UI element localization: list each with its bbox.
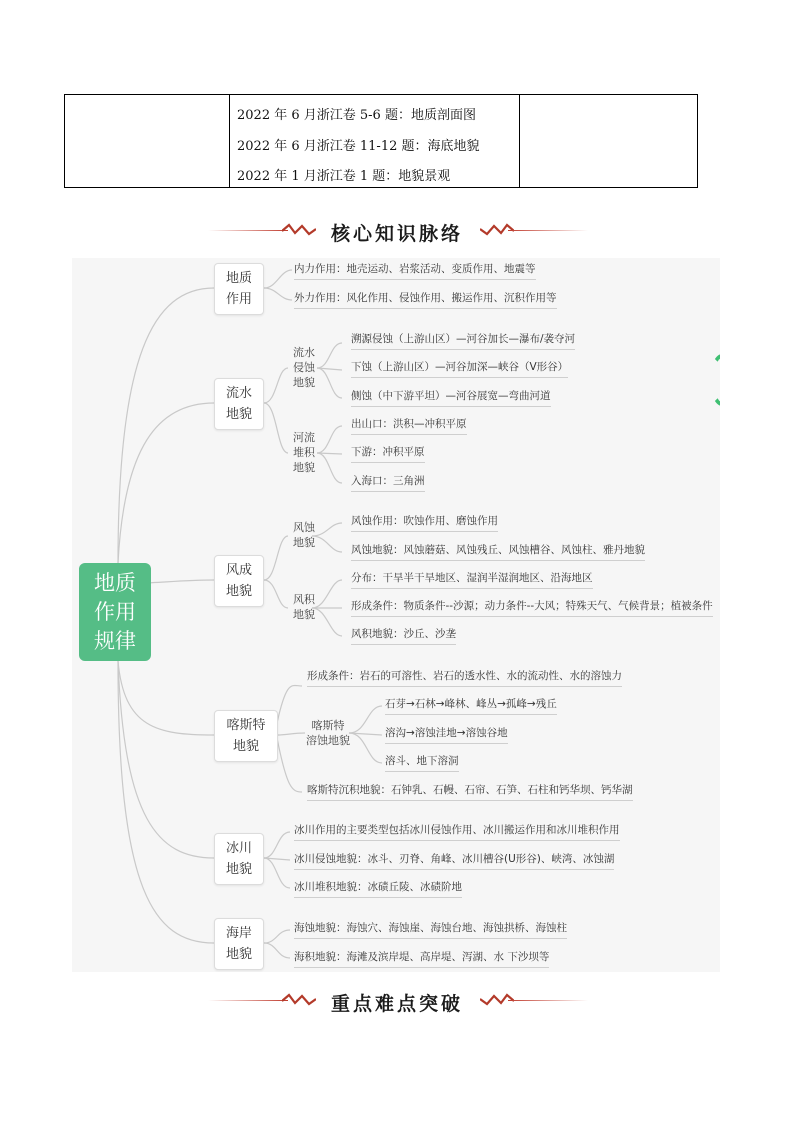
node-fengcheng-dimao	[214, 555, 264, 607]
node-heliu-duiji	[292, 430, 316, 475]
section-heading: 重点难点突破	[330, 993, 463, 1015]
node-label: 地质	[225, 271, 252, 286]
section-heading: 核心知识脉络	[330, 223, 463, 245]
leaf-xingcheng-kasite: 形成条件：岩石的可溶性、岩石的透水性、水的流动性、水的溶蚀力	[307, 669, 622, 687]
leaf-chushankou: 出山口：洪积—冲积平原	[351, 417, 467, 435]
leaf-shiya: 石芽→石林→峰林、峰丛→孤峰→残丘	[385, 697, 557, 715]
node-label: 地貌	[225, 407, 252, 422]
leaf-bingchuan-zuoyong: 冰川作用的主要类型包括冰川侵蚀作用、冰川搬运作用和冰川堆积作用	[294, 823, 620, 841]
table-divider	[229, 95, 230, 187]
node-label: 喀斯特	[311, 719, 345, 732]
exam-table	[64, 94, 698, 188]
node-label: 海岸	[225, 926, 252, 941]
title-decor-line	[508, 1000, 588, 1001]
node-label: 溶蚀地貌	[306, 734, 350, 747]
table-cell: 2022 年 1 月浙江卷 1 题：地貌景观	[237, 169, 451, 184]
table-cell: 2022 年 6 月浙江卷 11-12 题：海底地貌	[237, 139, 480, 154]
node-label: 堆积	[293, 446, 315, 459]
leaf-xingcheng-fengji: 形成条件：物质条件--沙源；动力条件--大风；特殊天气、气候背景；植被条件	[351, 599, 713, 617]
node-label: 风成	[225, 563, 252, 578]
node-label: 风积	[293, 593, 315, 606]
node-label: 地貌	[293, 376, 315, 389]
leaf-xiashi: 下蚀（上游山区）—河谷加深—峡谷（V形谷）	[351, 360, 568, 378]
leaf-bingchuan-qinshi: 冰川侵蚀地貌：冰斗、刃脊、角峰、冰川槽谷(U形谷)、峡湾、冰蚀湖	[294, 852, 614, 870]
leaf-loudou: 溶斗、地下溶洞	[385, 754, 459, 772]
leaf-waili: 外力作用：风化作用、侵蚀作用、搬运作用、沉积作用等	[294, 291, 557, 309]
node-label: 冰川	[225, 841, 252, 856]
node-fengshi	[292, 520, 316, 550]
leaf-fengji-dimao: 风积地貌：沙丘、沙垄	[351, 627, 456, 645]
leaf-bingchuan-duiji: 冰川堆积地貌：冰碛丘陵、冰碛阶地	[294, 880, 462, 898]
leaf-haiji: 海积地貌：海滩及滨岸堤、高岸堤、泻湖、水 下沙坝等	[294, 950, 549, 968]
node-kasite-dimao	[214, 710, 278, 762]
leaf-fengshi-dimao: 风蚀地貌：风蚀蘑菇、风蚀残丘、风蚀槽谷、风蚀柱、雅丹地貌	[351, 543, 645, 561]
root-label: 规律	[94, 629, 136, 653]
node-label: 地貌	[225, 584, 252, 599]
mindmap	[72, 258, 720, 972]
node-label: 地貌	[225, 862, 252, 877]
node-fengji	[292, 592, 316, 622]
node-label: 流水	[225, 386, 252, 401]
node-label: 地貌	[293, 608, 315, 621]
leaf-xiayou: 下游：冲积平原	[351, 445, 425, 463]
table-cell: 2022 年 6 月浙江卷 5-6 题：地质剖面图	[237, 108, 476, 123]
node-bingchuan-dimao	[214, 833, 264, 885]
node-label: 地貌	[293, 461, 315, 474]
node-label: 地貌	[225, 947, 252, 962]
section-title-knowledge	[0, 217, 794, 245]
leaf-fengshi-zuoyong: 风蚀作用：吹蚀作用、磨蚀作用	[351, 514, 498, 532]
leaf-neili: 内力作用：地壳运动、岩浆活动、变质作用、地震等	[294, 262, 536, 280]
node-label: 地貌	[232, 739, 259, 754]
leaf-ruhaikou: 入海口：三角洲	[351, 474, 425, 492]
title-decor-line	[508, 230, 588, 231]
node-label: 喀斯特	[226, 718, 266, 733]
root-label: 地质	[94, 571, 136, 595]
node-label: 流水	[293, 346, 315, 359]
leaf-rongou: 溶沟→溶蚀洼地→溶蚀谷地	[385, 726, 508, 744]
leaf-haishi: 海蚀地貌：海蚀穴、海蚀崖、海蚀台地、海蚀拱桥、海蚀柱	[294, 921, 567, 939]
node-label: 侵蚀	[293, 361, 315, 374]
table-divider	[519, 95, 520, 187]
leaf-kasite-chenji: 喀斯特沉积地貌：石钟乳、石幔、石帘、石笋、石柱和钙华坝、钙华湖	[307, 783, 633, 801]
mindmap-root	[79, 563, 151, 661]
node-dizhi-zuoyong	[214, 263, 264, 315]
node-haian-dimao	[214, 918, 264, 970]
section-title-difficulty	[0, 987, 794, 1015]
leaf-ceshi: 侧蚀（中下游平坦）—河谷展宽—弯曲河道	[351, 389, 551, 407]
leaf-fenbu: 分布：干旱半干旱地区、湿润半湿润地区、沿海地区	[351, 571, 593, 589]
node-label: 风蚀	[293, 521, 315, 534]
node-label: 地貌	[293, 536, 315, 549]
node-liushui-qinshi	[292, 345, 316, 390]
node-liushui-dimao	[214, 378, 264, 430]
node-label: 河流	[293, 431, 315, 444]
leaf-suyuan: 溯源侵蚀（上游山区）—河谷加长—瀑布/袭夺河	[351, 332, 575, 350]
root-label: 作用	[94, 600, 136, 624]
node-kasite-rongshi	[305, 718, 351, 748]
node-label: 作用	[225, 292, 252, 307]
